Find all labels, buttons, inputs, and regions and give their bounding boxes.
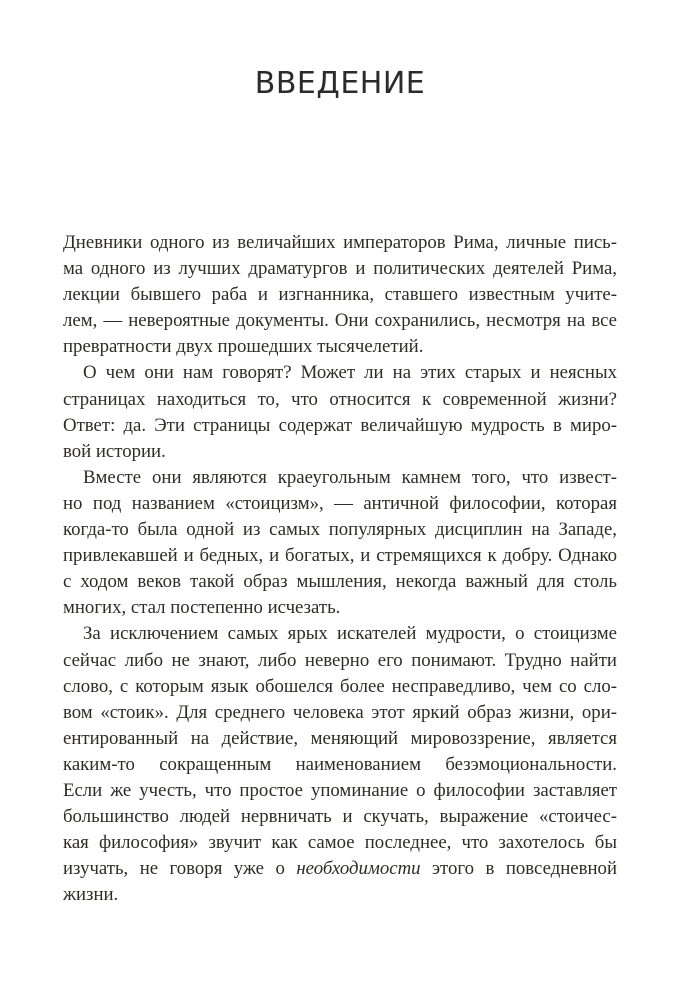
text-line: превратности двух прошедших тысячелетий. [63, 336, 424, 358]
text-line: вом «стоик». Для среднего человека этот яркий образ жизни, ори- [63, 701, 617, 723]
text-line: За исключением самых ярых искателей мудрости, о стоицизме [83, 623, 617, 645]
text-line: ентированный на действие, меняющий мировоззрение, является [63, 727, 617, 749]
text-line: но под названием «стоицизм», — античной философии, которая [63, 492, 617, 514]
body-text [63, 230, 617, 908]
text-line: Вместе они являются краеугольным камнем того, что извест- [83, 466, 617, 488]
text-line: с ходом веков такой образ мышления, некогда важный для столь [63, 571, 617, 593]
text-line: слово, с которым язык обошелся более несправедливо, чем со сло- [63, 675, 617, 697]
text-line: вой истории. [63, 440, 166, 462]
text-segment: этого в повседневной [420, 858, 617, 880]
text-line: жизни. [63, 884, 119, 906]
italic-word: необходимости [296, 858, 421, 880]
text-line: ма одного из лучших драматургов и политических деятелей Рима, [63, 258, 617, 280]
paragraph-2 [63, 360, 617, 464]
text-line: Если же учесть, что простое упоминание о философии заставляет [63, 779, 617, 801]
text-line: кая философия» звучит как самое последнее, что захотелось бы [63, 832, 617, 854]
text-line: лекции бывшего раба и изгнанника, ставшего известным учите- [63, 284, 617, 306]
text-line: многих, стал постепенно исчезать. [63, 597, 341, 619]
text-segment: изучать, не говоря уже о [63, 858, 297, 880]
text-line: Дневники одного из величайших императоров Рима, личные пись- [63, 232, 617, 253]
text-line: Ответ: да. Эти страницы содержат величайшую мудрость в миро- [63, 414, 617, 436]
text-line: большинство людей нервничать и скучать, выражение «стоичес- [63, 806, 617, 828]
text-line-with-italic [63, 856, 617, 882]
chapter-title: ВВЕДЕНИЕ [254, 66, 426, 101]
paragraph-4 [63, 621, 617, 908]
text-line: привлекавшей и бедных, и богатых, и стремящихся к добру. Однако [63, 545, 617, 567]
paragraph-1 [63, 230, 617, 360]
paragraph-3 [63, 465, 617, 622]
text-line: О чем они нам говорят? Может ли на этих старых и неясных [83, 362, 617, 384]
text-line: лем, — невероятные документы. Они сохранились, несмотря на все [63, 310, 617, 332]
text-line: каким-то сокращенным наименованием безэмоциональности. [63, 753, 617, 775]
text-line: сейчас либо не знают, либо неверно его понимают. Трудно найти [63, 649, 617, 671]
text-line: когда-то была одной из самых популярных дисциплин на Западе, [63, 519, 617, 541]
text-line: страницах находиться то, что относится к современной жизни? [63, 388, 617, 410]
